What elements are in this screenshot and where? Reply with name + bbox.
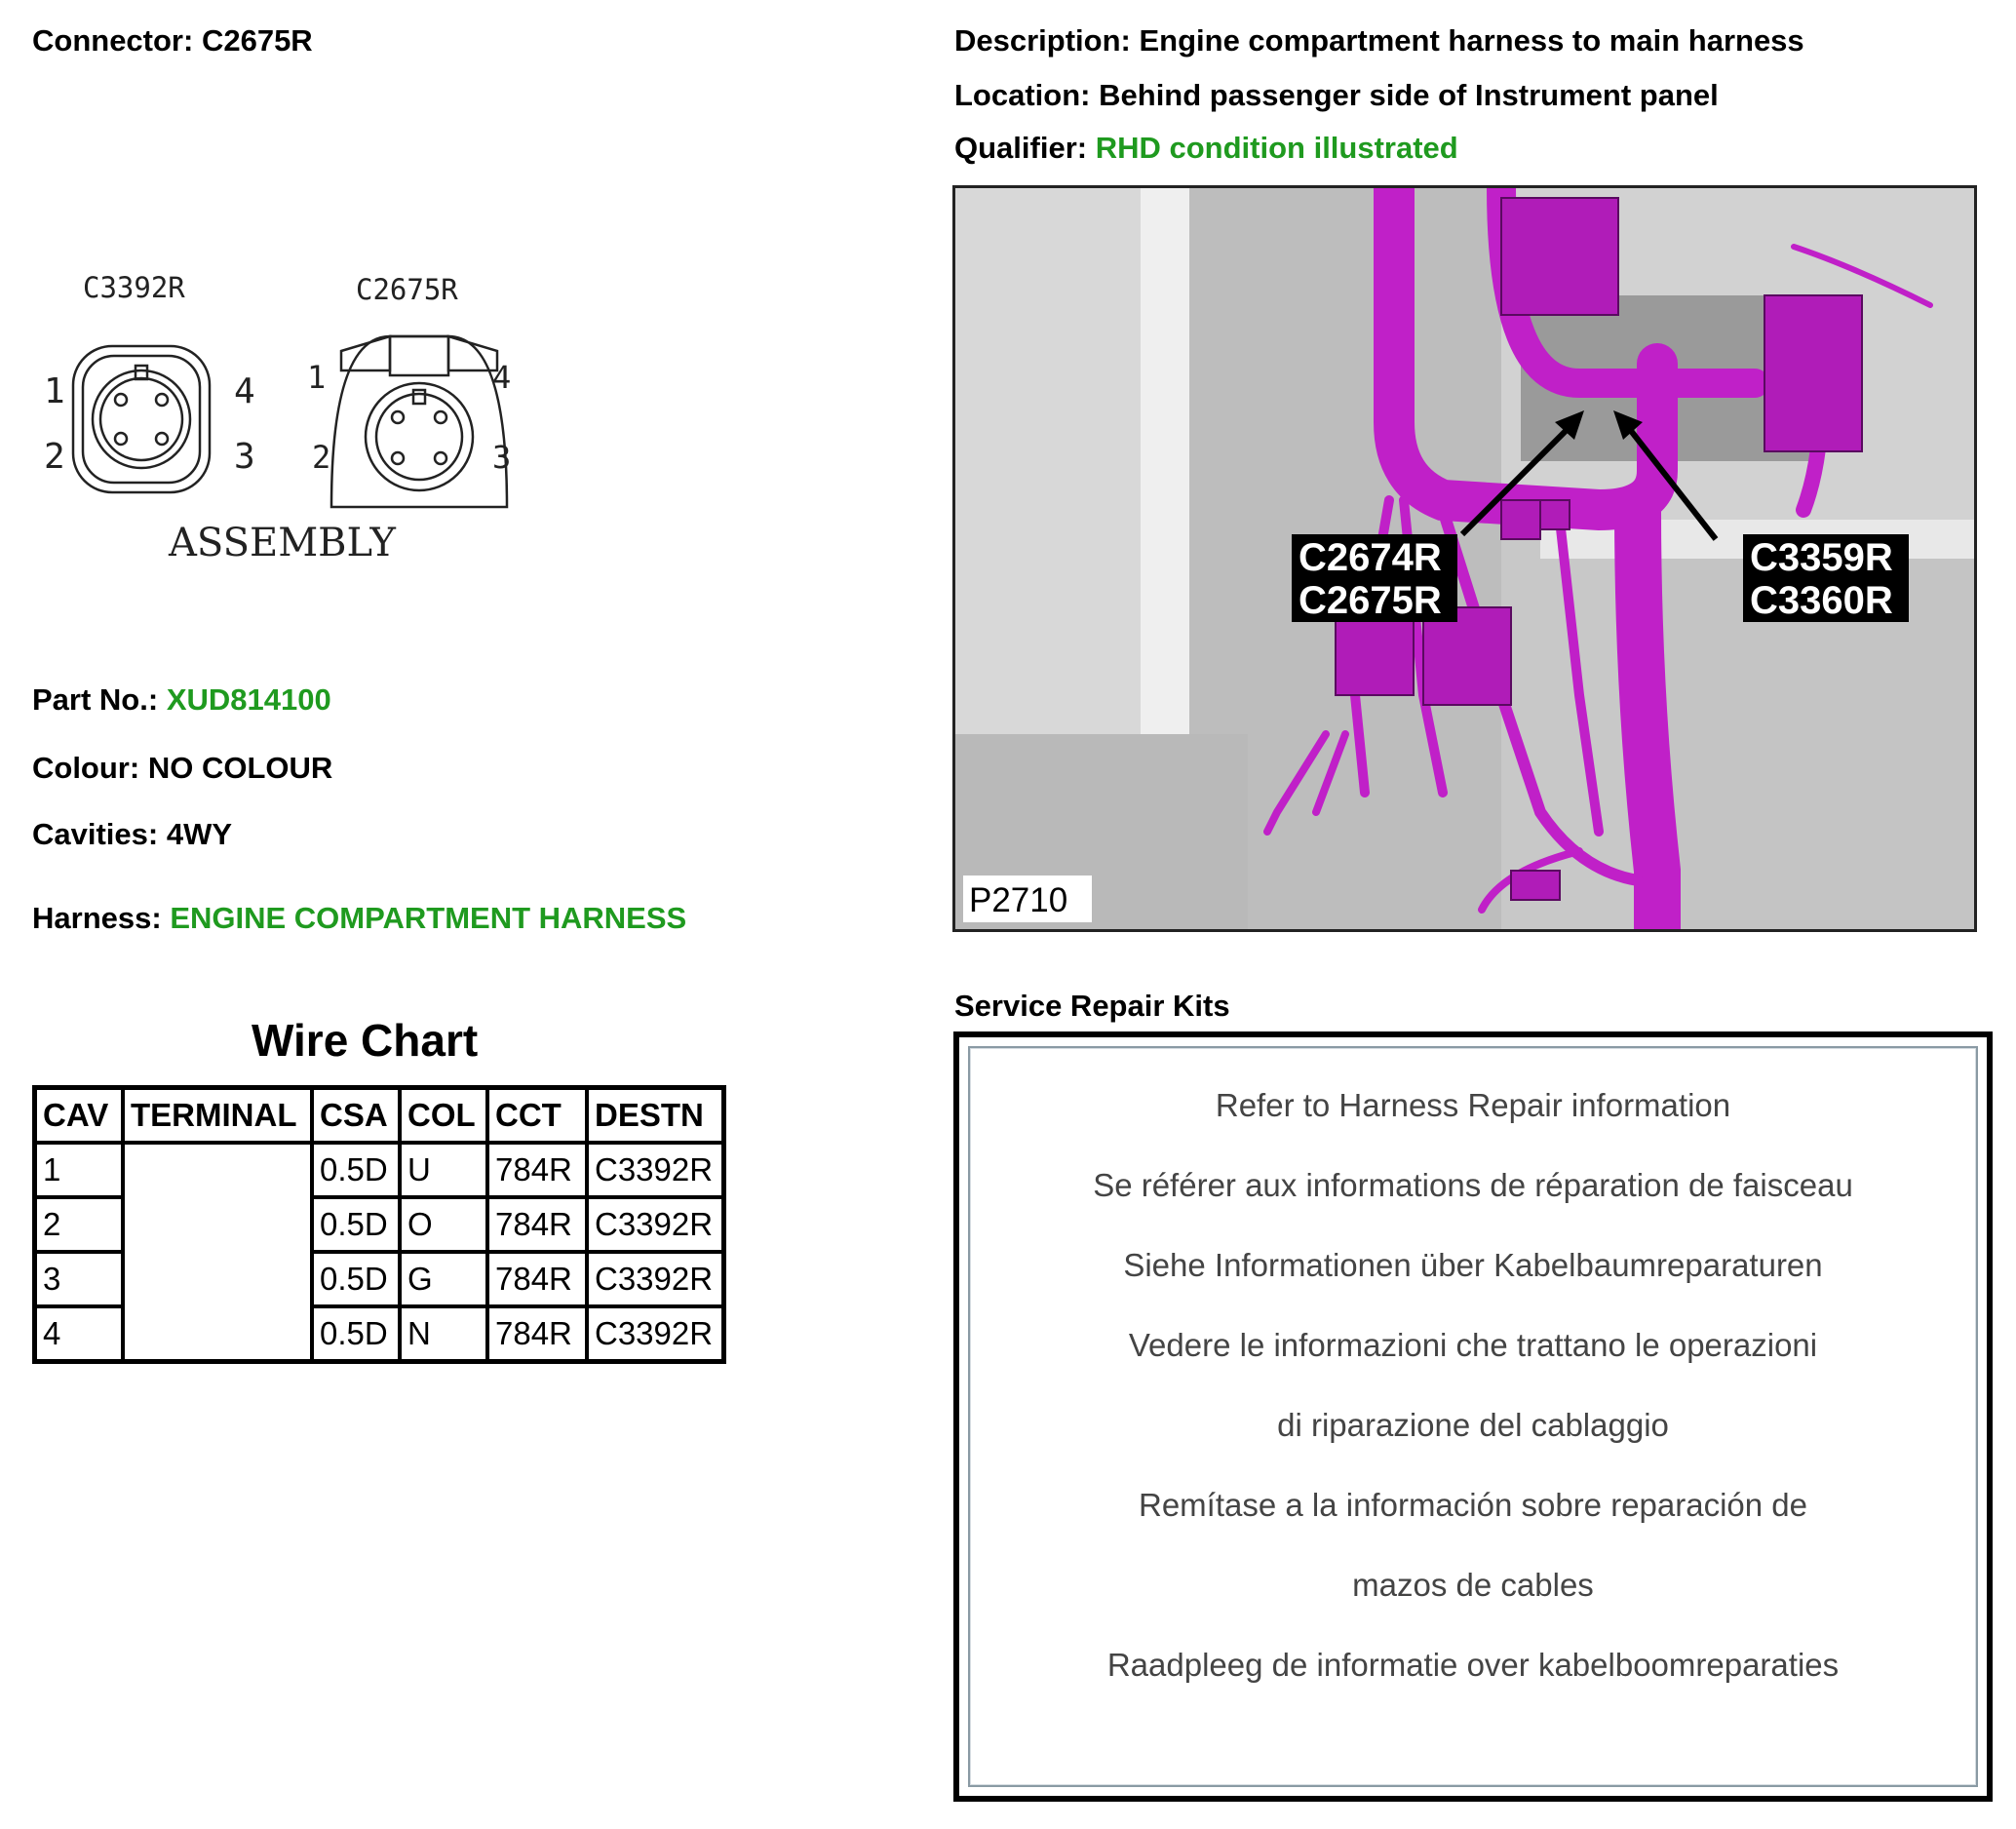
cavities-value: 4WY (166, 817, 233, 851)
c2675r-pin-1 (392, 411, 404, 423)
callout-c2675r: C2675R (1299, 579, 1442, 622)
cell-cct: 784R (487, 1252, 587, 1306)
c2675r-label-4: 4 (492, 359, 512, 396)
harness-line (32, 901, 686, 936)
connector-value: C2675R (201, 23, 313, 58)
cell-col: G (400, 1252, 487, 1306)
description-label: Description: (954, 23, 1131, 58)
connector-face-diagram (39, 263, 546, 585)
right-connector-name: C2675R (356, 273, 458, 306)
c2675r-pin-2 (392, 452, 404, 464)
connector-label: Connector: (32, 23, 194, 58)
qualifier-value: RHD condition illustrated (1095, 131, 1458, 165)
callout-c3360r: C3360R (1750, 579, 1893, 622)
cell-destn: C3392R (587, 1306, 724, 1362)
c2675r-label-3: 3 (492, 439, 512, 476)
cell-csa: 0.5D (312, 1197, 400, 1252)
cell-destn: C3392R (587, 1252, 724, 1306)
wire-chart-table (32, 1085, 726, 1364)
cell-terminal (123, 1143, 312, 1362)
c3392r-pin-3 (156, 433, 168, 445)
left-connector-name: C3392R (83, 271, 185, 304)
description-value: Engine compartment harness to main harness (1139, 23, 1804, 58)
cell-cav: 2 (35, 1197, 124, 1252)
cell-csa: 0.5D (312, 1143, 400, 1197)
colour-label: Colour: (32, 751, 140, 785)
kit-line-es-1: Remítase a la información sobre reparación de (1138, 1487, 1808, 1523)
location-illustration (952, 185, 1977, 932)
c2675r-pin-4 (435, 411, 446, 423)
cell-csa: 0.5D (312, 1252, 400, 1306)
cell-destn: C3392R (587, 1197, 724, 1252)
cavities-label: Cavities: (32, 817, 159, 851)
kit-line-de: Siehe Informationen über Kabelbaumreparaturen (1123, 1247, 1823, 1283)
c2675r-label-2: 2 (312, 439, 331, 476)
col-header-csa: CSA (312, 1088, 400, 1144)
description-line (954, 23, 1804, 58)
cell-cav: 1 (35, 1143, 124, 1197)
callout-c2674r: C2674R (1299, 536, 1442, 579)
wire-chart-header-row (35, 1088, 724, 1144)
kit-line-it-1: Vedere le informazioni che trattano le operazioni (1128, 1327, 1818, 1363)
part-no-label: Part No.: (32, 682, 159, 717)
c3392r-label-2: 2 (44, 437, 65, 477)
col-header-cct: CCT (487, 1088, 587, 1144)
kit-line-fr: Se référer aux informations de réparation de faisceau (1093, 1167, 1853, 1203)
qualifier-label: Qualifier: (954, 131, 1088, 165)
location-value: Behind passenger side of Instrument panel (1099, 78, 1719, 112)
harness-value: ENGINE COMPARTMENT HARNESS (170, 901, 687, 935)
cell-col: N (400, 1306, 487, 1362)
kit-line-es-2: mazos de cables (1352, 1567, 1594, 1603)
c3392r-label-3: 3 (234, 437, 255, 477)
service-kits-inner (968, 1046, 1978, 1787)
c2675r-key-tab (390, 336, 448, 375)
callout-c3359r: C3359R (1750, 536, 1893, 579)
c3392r-pin-1 (115, 394, 127, 406)
kit-line-nl: Raadpleeg de informatie over kabelboomreparaties (1106, 1647, 1840, 1683)
kit-line-en: Refer to Harness Repair information (1215, 1087, 1731, 1123)
location-connector-c3360r (1540, 500, 1570, 529)
assembly-caption: ASSEMBLY (169, 521, 396, 565)
location-inline-connector (1511, 871, 1560, 900)
colour-line (32, 751, 332, 786)
cell-destn: C3392R (587, 1143, 724, 1197)
cell-cav: 4 (35, 1306, 124, 1362)
connector-line (32, 23, 313, 58)
c2675r-latch-right (448, 336, 497, 370)
colour-value: NO COLOUR (147, 751, 333, 785)
col-header-col: COL (400, 1088, 487, 1144)
cell-col: U (400, 1143, 487, 1197)
c2675r-ring-inner (376, 394, 462, 480)
c2675r-ring (366, 383, 473, 490)
c2675r-label-1: 1 (307, 359, 327, 396)
c3392r-pin-2 (115, 433, 127, 445)
kit-line-it-2: di riparazione del cablaggio (1277, 1407, 1669, 1443)
cavities-line (32, 817, 232, 852)
col-header-cav: CAV (35, 1088, 124, 1144)
location-connector-c2674r (1336, 617, 1414, 695)
image-reference: P2710 (969, 881, 1068, 919)
location-right-connector (1764, 295, 1862, 451)
c3392r-ring (93, 370, 190, 468)
c2675r-outline (331, 336, 507, 507)
wire-chart-title: Wire Chart (252, 1015, 479, 1066)
cell-csa: 0.5D (312, 1306, 400, 1362)
qualifier-line (954, 131, 1458, 166)
cell-cct: 784R (487, 1197, 587, 1252)
location-label: Location: (954, 78, 1091, 112)
part-no-value: XUD814100 (166, 682, 331, 717)
part-no-line (32, 682, 331, 718)
cell-cct: 784R (487, 1143, 587, 1197)
harness-label: Harness: (32, 901, 162, 935)
c2675r-latch-left (341, 336, 390, 370)
location-illustration-drawing (955, 188, 1974, 929)
table-row (35, 1143, 724, 1197)
location-line (954, 78, 1719, 113)
c2675r-key (413, 390, 425, 404)
c3392r-label-1: 1 (44, 371, 65, 411)
cell-cav: 3 (35, 1252, 124, 1306)
col-header-destn: DESTN (587, 1088, 724, 1144)
col-header-terminal: TERMINAL (123, 1088, 312, 1144)
cell-col: O (400, 1197, 487, 1252)
location-connector-c3359r (1501, 500, 1540, 539)
location-relay-block (1501, 198, 1618, 315)
service-kits-box (953, 1031, 1993, 1802)
c3392r-label-4: 4 (234, 371, 255, 411)
c3392r-pin-4 (156, 394, 168, 406)
c2675r-pin-3 (435, 452, 446, 464)
cell-cct: 784R (487, 1306, 587, 1362)
c3392r-ring-inner (100, 378, 182, 460)
service-kits-title: Service Repair Kits (954, 989, 1230, 1023)
